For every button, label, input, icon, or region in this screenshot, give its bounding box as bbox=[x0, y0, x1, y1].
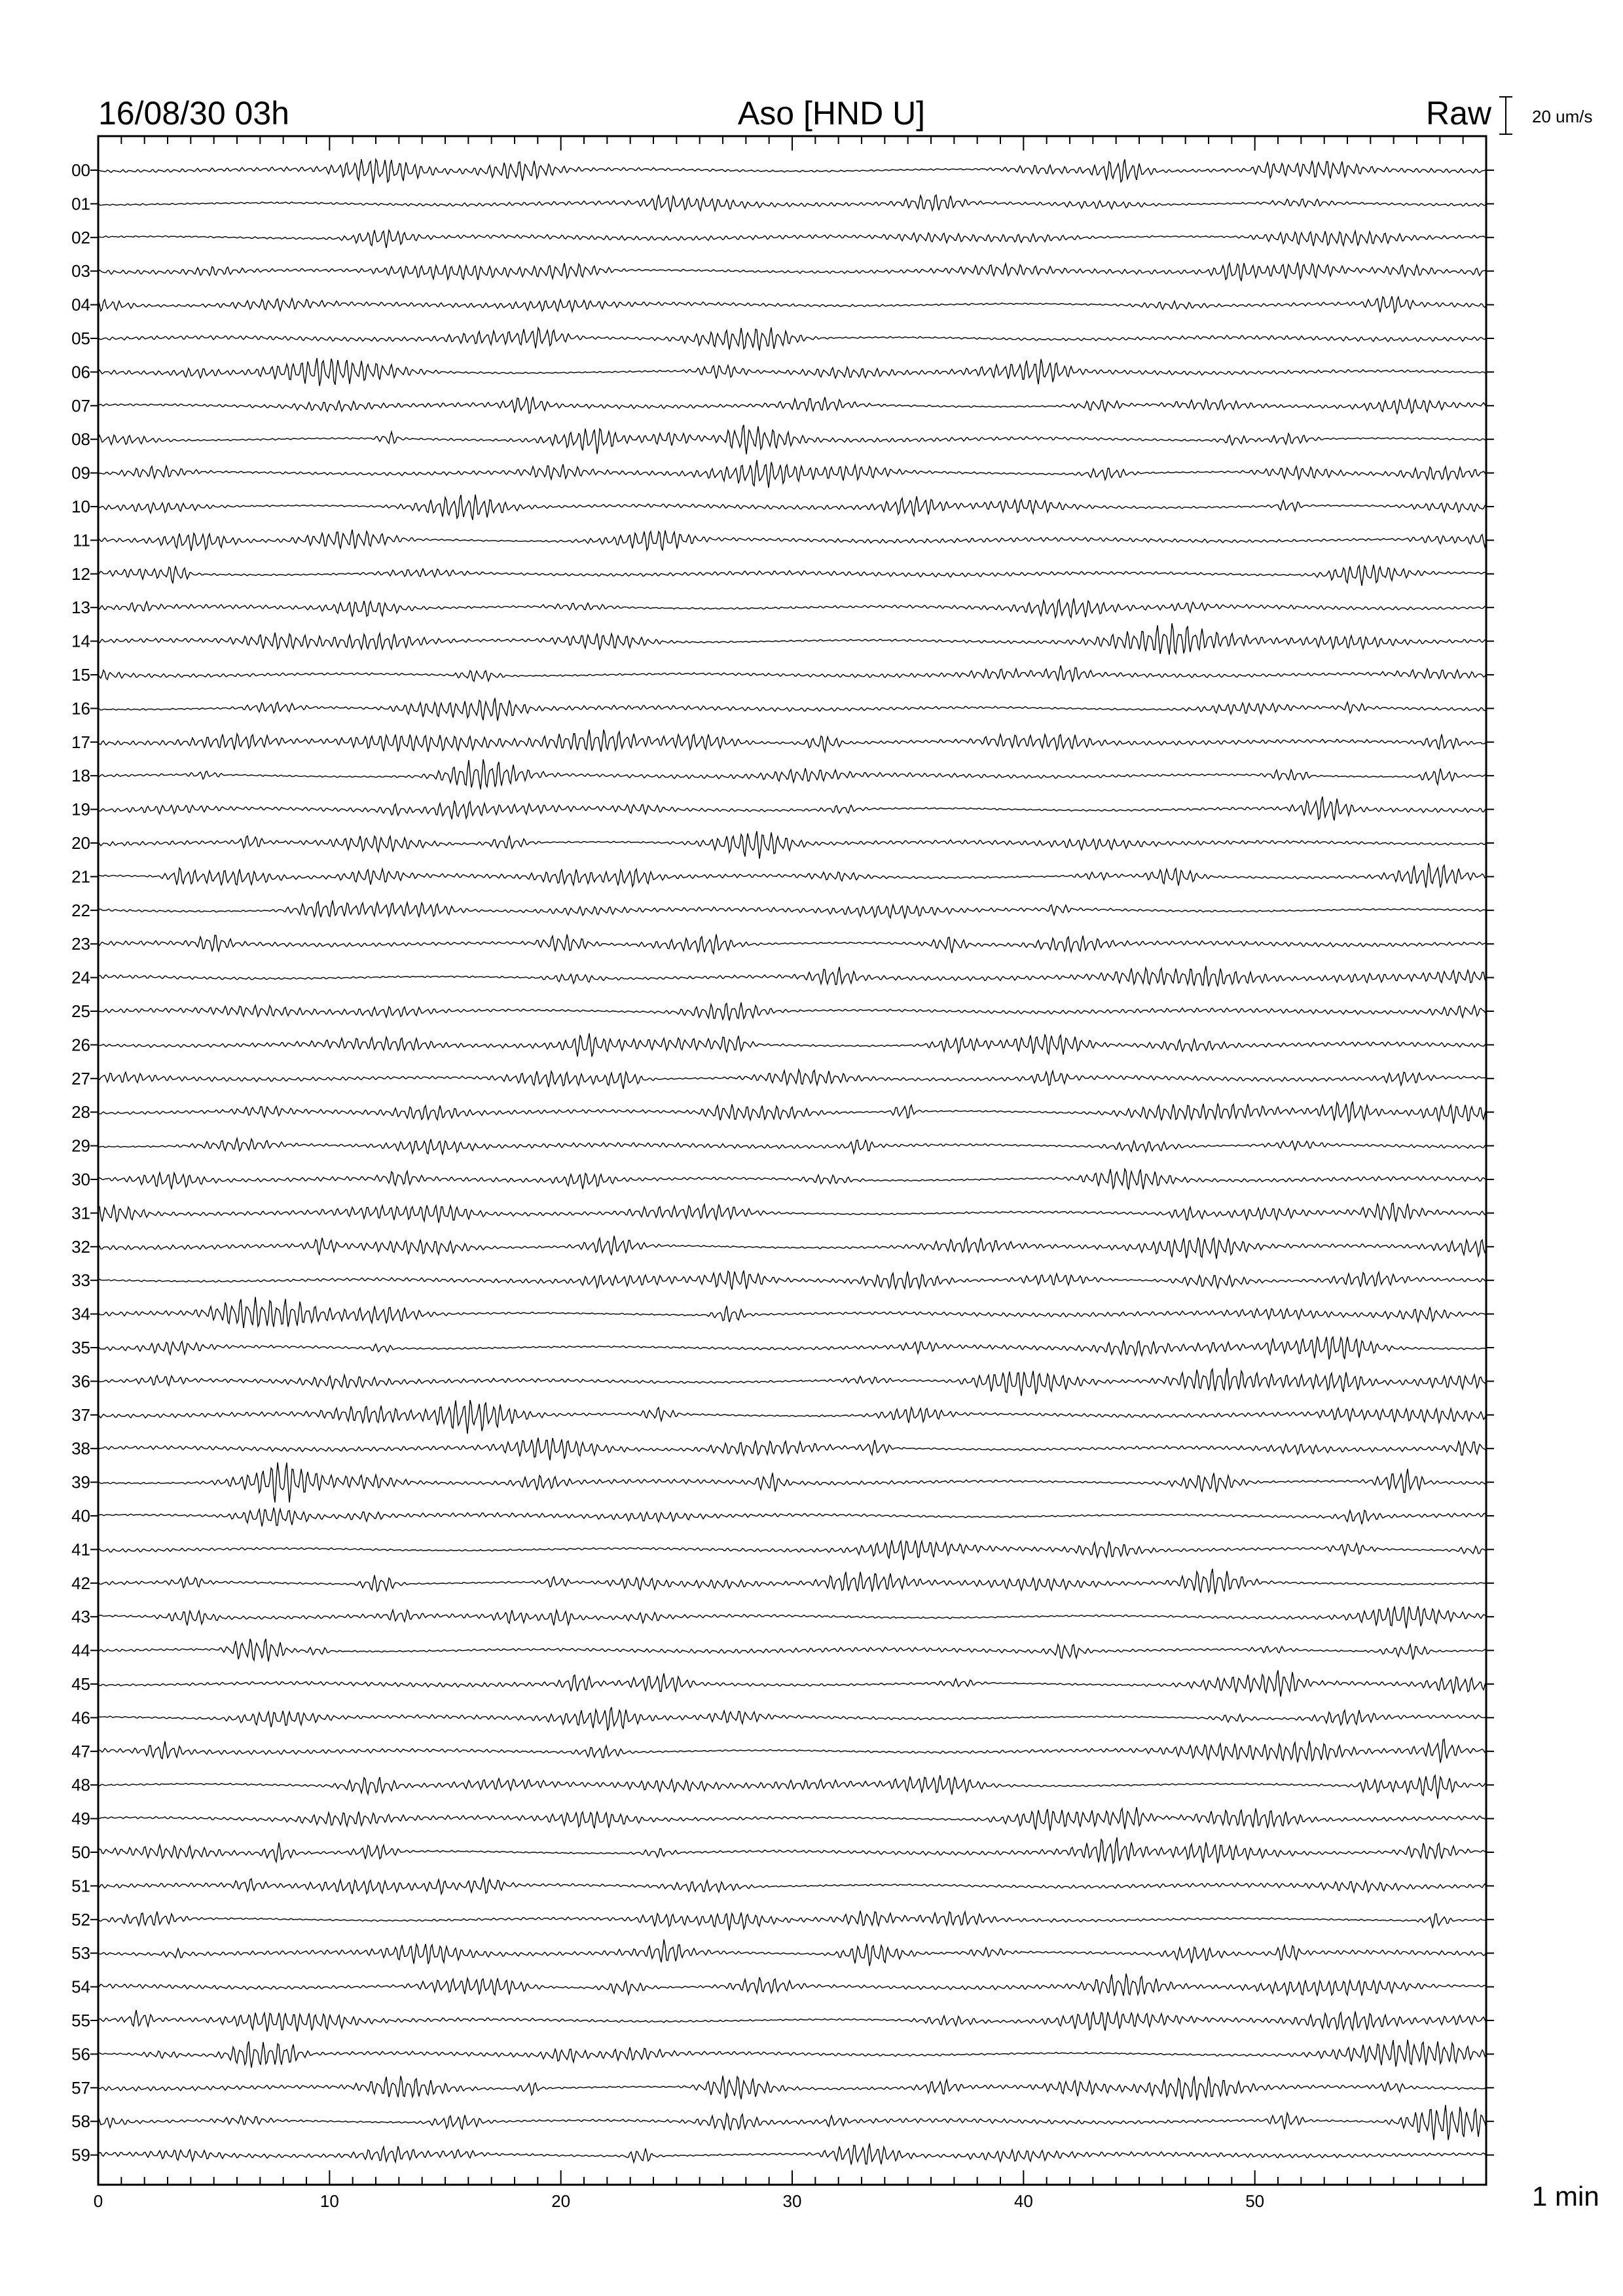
row-label-22: 22 bbox=[71, 900, 90, 920]
header-date-hour: 16/08/30 03h bbox=[98, 95, 289, 132]
trace-row-22 bbox=[98, 901, 1486, 918]
trace-row-04 bbox=[98, 296, 1486, 313]
x-tick-label-10: 10 bbox=[319, 2191, 339, 2211]
row-label-13: 13 bbox=[71, 598, 90, 618]
trace-row-51 bbox=[98, 1877, 1486, 1894]
trace-row-55 bbox=[98, 2010, 1486, 2032]
trace-row-05 bbox=[98, 327, 1486, 350]
row-label-34: 34 bbox=[71, 1304, 90, 1324]
trace-row-42 bbox=[98, 1569, 1486, 1594]
x-tick-label-30: 30 bbox=[782, 2191, 802, 2211]
row-label-59: 59 bbox=[71, 2145, 90, 2165]
row-label-24: 24 bbox=[71, 967, 90, 988]
row-label-07: 07 bbox=[71, 395, 90, 416]
trace-row-10 bbox=[98, 495, 1486, 520]
trace-row-32 bbox=[98, 1236, 1486, 1259]
trace-row-07 bbox=[98, 397, 1486, 414]
row-label-47: 47 bbox=[71, 1741, 90, 1761]
x-tick-label-50: 50 bbox=[1245, 2191, 1265, 2211]
row-label-06: 06 bbox=[71, 362, 90, 382]
trace-row-58 bbox=[98, 2105, 1486, 2140]
trace-row-14 bbox=[98, 623, 1486, 655]
scale-label: 20 um/s bbox=[1532, 107, 1593, 126]
row-label-54: 54 bbox=[71, 1977, 90, 1997]
row-label-03: 03 bbox=[71, 261, 90, 281]
row-label-33: 33 bbox=[71, 1270, 90, 1291]
trace-row-23 bbox=[98, 935, 1486, 954]
trace-row-46 bbox=[98, 1707, 1486, 1731]
trace-row-03 bbox=[98, 262, 1486, 281]
trace-row-39 bbox=[98, 1462, 1486, 1502]
row-label-42: 42 bbox=[71, 1573, 90, 1593]
row-label-15: 15 bbox=[71, 665, 90, 685]
trace-row-52 bbox=[98, 1910, 1486, 1930]
trace-row-49 bbox=[98, 1807, 1486, 1831]
trace-row-54 bbox=[98, 1973, 1486, 1996]
row-label-38: 38 bbox=[71, 1439, 90, 1459]
trace-row-20 bbox=[98, 831, 1486, 859]
trace-row-19 bbox=[98, 797, 1486, 820]
row-label-46: 46 bbox=[71, 1708, 90, 1728]
trace-row-37 bbox=[98, 1400, 1486, 1434]
row-label-52: 52 bbox=[71, 1909, 90, 1929]
trace-row-16 bbox=[98, 698, 1486, 721]
trace-group bbox=[98, 159, 1486, 2164]
row-label-14: 14 bbox=[71, 631, 90, 651]
trace-row-00 bbox=[98, 159, 1486, 184]
row-label-23: 23 bbox=[71, 934, 90, 954]
trace-row-44 bbox=[98, 1639, 1486, 1662]
trace-row-40 bbox=[98, 1508, 1486, 1527]
x-tick-label-40: 40 bbox=[1013, 2191, 1033, 2211]
trace-row-15 bbox=[98, 666, 1486, 682]
x-tick-label-20: 20 bbox=[551, 2191, 571, 2211]
trace-row-24 bbox=[98, 966, 1486, 986]
trace-row-27 bbox=[98, 1069, 1486, 1089]
row-label-50: 50 bbox=[71, 1842, 90, 1862]
row-label-48: 48 bbox=[71, 1775, 90, 1795]
row-label-20: 20 bbox=[71, 833, 90, 853]
x-unit-label: 1 min bbox=[1532, 2181, 1599, 2212]
row-label-00: 00 bbox=[71, 160, 90, 180]
row-label-49: 49 bbox=[71, 1808, 90, 1829]
row-label-29: 29 bbox=[71, 1136, 90, 1156]
trace-row-02 bbox=[98, 230, 1486, 248]
row-label-01: 01 bbox=[71, 194, 90, 214]
trace-row-50 bbox=[98, 1837, 1486, 1863]
row-label-16: 16 bbox=[71, 698, 90, 719]
row-label-55: 55 bbox=[71, 2011, 90, 2030]
trace-row-57 bbox=[98, 2076, 1486, 2101]
row-label-05: 05 bbox=[71, 329, 90, 348]
trace-row-08 bbox=[98, 425, 1486, 454]
trace-row-01 bbox=[98, 195, 1486, 212]
trace-row-06 bbox=[98, 358, 1486, 386]
row-label-44: 44 bbox=[71, 1640, 90, 1660]
trace-row-30 bbox=[98, 1169, 1486, 1190]
row-label-18: 18 bbox=[71, 766, 90, 786]
header-station-title: Aso [HND U] bbox=[737, 95, 926, 132]
header-mode: Raw bbox=[1425, 95, 1491, 132]
trace-row-35 bbox=[98, 1336, 1486, 1359]
trace-row-17 bbox=[98, 730, 1486, 752]
row-label-53: 53 bbox=[71, 1943, 90, 1964]
row-label-41: 41 bbox=[71, 1539, 90, 1560]
row-label-35: 35 bbox=[71, 1338, 90, 1357]
trace-row-38 bbox=[98, 1438, 1486, 1461]
row-label-30: 30 bbox=[71, 1170, 90, 1189]
row-label-08: 08 bbox=[71, 429, 90, 450]
row-label-43: 43 bbox=[71, 1607, 90, 1627]
trace-row-48 bbox=[98, 1775, 1486, 1799]
row-label-28: 28 bbox=[71, 1102, 90, 1122]
row-label-10: 10 bbox=[71, 497, 90, 516]
trace-row-53 bbox=[98, 1939, 1486, 1965]
row-label-11: 11 bbox=[73, 530, 90, 550]
trace-row-59 bbox=[98, 2144, 1486, 2164]
x-tick-label-0: 0 bbox=[93, 2191, 103, 2211]
row-label-32: 32 bbox=[71, 1236, 90, 1257]
trace-row-36 bbox=[98, 1368, 1486, 1396]
trace-row-43 bbox=[98, 1606, 1486, 1628]
row-label-37: 37 bbox=[71, 1405, 90, 1425]
row-label-19: 19 bbox=[71, 799, 90, 819]
row-label-39: 39 bbox=[71, 1472, 90, 1492]
row-label-36: 36 bbox=[71, 1371, 90, 1391]
trace-row-26 bbox=[98, 1033, 1486, 1057]
trace-row-47 bbox=[98, 1739, 1486, 1763]
trace-row-13 bbox=[98, 598, 1486, 617]
trace-row-34 bbox=[98, 1297, 1486, 1328]
row-label-02: 02 bbox=[71, 227, 90, 247]
trace-row-56 bbox=[98, 2040, 1486, 2068]
trace-row-45 bbox=[98, 1670, 1486, 1696]
row-label-25: 25 bbox=[71, 1001, 90, 1021]
row-label-17: 17 bbox=[71, 732, 90, 752]
row-label-09: 09 bbox=[71, 463, 90, 483]
trace-row-25 bbox=[98, 1003, 1486, 1021]
x-axis bbox=[94, 136, 1486, 2211]
row-label-12: 12 bbox=[71, 564, 90, 584]
trace-row-29 bbox=[98, 1138, 1486, 1155]
trace-row-21 bbox=[98, 863, 1486, 888]
trace-row-41 bbox=[98, 1540, 1486, 1560]
amplitude-scale-bar bbox=[1499, 97, 1512, 134]
trace-row-09 bbox=[98, 460, 1486, 488]
row-label-56: 56 bbox=[71, 2044, 90, 2064]
trace-row-18 bbox=[98, 759, 1486, 789]
row-label-21: 21 bbox=[71, 867, 90, 887]
row-label-04: 04 bbox=[71, 295, 90, 315]
row-label-27: 27 bbox=[71, 1068, 90, 1088]
row-label-58: 58 bbox=[71, 2111, 90, 2132]
row-label-40: 40 bbox=[71, 1506, 90, 1526]
trace-row-28 bbox=[98, 1102, 1486, 1124]
trace-row-31 bbox=[98, 1203, 1486, 1223]
row-label-51: 51 bbox=[71, 1876, 90, 1896]
row-label-31: 31 bbox=[71, 1203, 90, 1223]
row-label-57: 57 bbox=[71, 2077, 90, 2098]
row-label-45: 45 bbox=[71, 1674, 90, 1694]
row-label-group bbox=[71, 160, 1494, 2165]
row-label-26: 26 bbox=[71, 1035, 90, 1055]
trace-row-33 bbox=[98, 1270, 1486, 1289]
trace-row-11 bbox=[98, 529, 1486, 551]
trace-row-12 bbox=[98, 565, 1486, 586]
